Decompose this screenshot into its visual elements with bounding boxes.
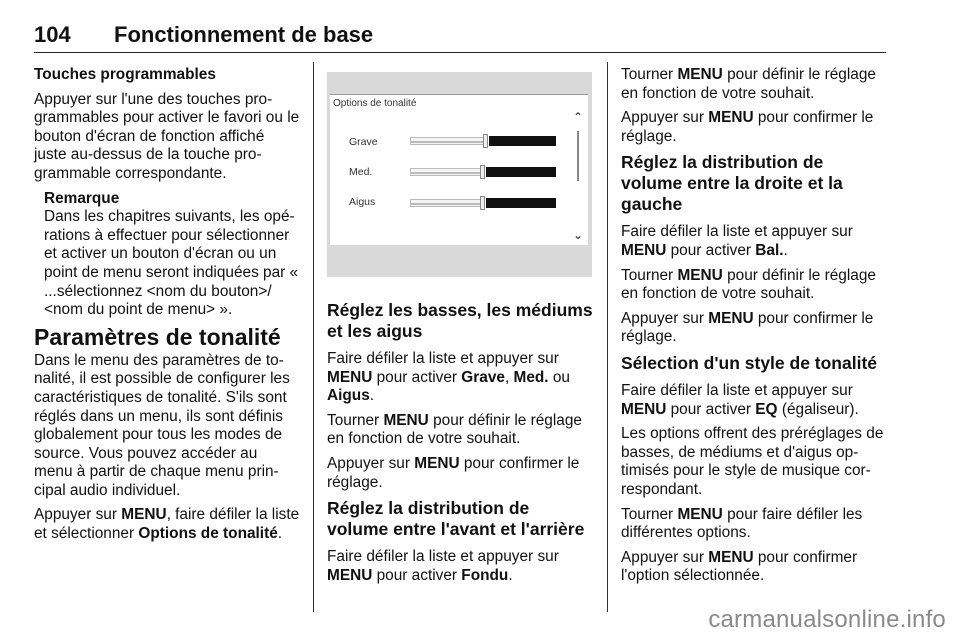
slider-aigus[interactable] bbox=[410, 198, 556, 208]
paragraph bbox=[621, 223, 889, 260]
paragraph bbox=[621, 549, 889, 586]
row-label-med: Med. bbox=[349, 166, 373, 178]
section-heading: Paramètres de tonalité bbox=[34, 323, 281, 350]
note-title: Remarque bbox=[44, 189, 120, 207]
keyword: EQ bbox=[755, 400, 778, 418]
text: pour confirmer l'option sélectionnée. bbox=[621, 548, 858, 585]
paragraph bbox=[327, 350, 595, 406]
text: Faire défiler la liste et appuyer sur bbox=[621, 223, 853, 241]
text: Tourner bbox=[621, 66, 678, 83]
text: Appuyer sur bbox=[621, 309, 709, 327]
text: pour activer bbox=[372, 368, 462, 386]
keyword: Med. bbox=[513, 368, 549, 386]
text: pour confirmer le réglage. bbox=[621, 309, 874, 346]
paragraph bbox=[327, 548, 595, 585]
text: pour confirmer le réglage. bbox=[327, 454, 580, 491]
paragraph bbox=[621, 66, 889, 103]
keyword: MENU bbox=[708, 309, 754, 327]
text: pour activer bbox=[666, 400, 756, 418]
text: , faire défiler la liste et sélectionner bbox=[34, 506, 300, 543]
keyword: MENU bbox=[383, 411, 429, 429]
scrollbar[interactable] bbox=[571, 101, 585, 241]
text: Tourner bbox=[327, 411, 384, 429]
text: Appuyer sur bbox=[34, 506, 122, 524]
text: pour définir le réglage en fonction de votre souhait. bbox=[621, 266, 876, 303]
text: . bbox=[369, 387, 375, 405]
keyword: MENU bbox=[327, 368, 373, 386]
keyword: MENU bbox=[414, 454, 460, 472]
keyword: Fondu bbox=[461, 566, 509, 584]
screen-title: Options de tonalité bbox=[333, 98, 417, 109]
section-heading: Réglez la distribution de volume entre l'avant et l'arrière bbox=[327, 498, 585, 540]
paragraph bbox=[621, 267, 889, 304]
keyword: Options de tonalité bbox=[138, 525, 278, 543]
section-heading: Réglez la distribution de volume entre la droite et la gauche bbox=[621, 152, 843, 215]
text: Appuyer sur bbox=[621, 109, 709, 127]
keyword: Grave bbox=[461, 368, 505, 386]
text: Appuyer sur bbox=[621, 548, 709, 566]
keyword: Bal. bbox=[755, 241, 784, 259]
row-label-aigus: Aigus bbox=[349, 196, 376, 208]
keyword: MENU bbox=[621, 241, 667, 259]
paragraph bbox=[327, 412, 595, 449]
column-1 bbox=[34, 66, 300, 550]
note-box bbox=[44, 190, 300, 320]
slider-grave[interactable] bbox=[410, 136, 556, 146]
keyword: MENU bbox=[708, 109, 754, 127]
text: Tourner bbox=[621, 505, 678, 523]
keyword: MENU bbox=[327, 566, 373, 584]
keyword: MENU bbox=[708, 548, 754, 566]
row-label-grave: Grave bbox=[349, 136, 378, 148]
paragraph: Les options offrent des préréglages de basses, de médiums et d'aigus op-timisés pour le style de musique cor-respondant. bbox=[621, 425, 884, 498]
column-2 bbox=[327, 294, 595, 591]
text: pour définir le réglage en fonction de votre souhait. bbox=[621, 66, 876, 102]
note-text: Dans les chapitres suivants, les opé-rations à effectuer pour sélectionner et activer un bouton d'écran ou un point de menu seront indiquées par « ...sélectionnez <nom du bouton>/ <nom du point de menu> ». bbox=[44, 208, 299, 319]
chevron-down-icon[interactable]: ⌄ bbox=[572, 228, 584, 242]
watermark: carmanualsonline.info bbox=[708, 606, 946, 633]
keyword: MENU bbox=[677, 505, 723, 523]
tone-settings-screen bbox=[327, 72, 592, 277]
text: Faire défiler la liste et appuyer sur bbox=[327, 350, 559, 367]
paragraph: Dans le menu des paramètres de to-nalité, il est possible de configurer les caractéristiques de tonalité. S'ils sont réglés dans un menu, ils sont définis globalement pour tous les modes de source. Vous pouvez accéder au menu à partir de chaque menu prin-cipal audio individuel. bbox=[34, 351, 290, 499]
section-heading: Touches programmables bbox=[34, 66, 216, 83]
paragraph bbox=[621, 109, 889, 146]
text: pour activer bbox=[666, 241, 756, 259]
text: Appuyer sur bbox=[327, 454, 415, 472]
keyword: Aigus bbox=[327, 387, 370, 405]
text: pour activer bbox=[372, 566, 462, 584]
scroll-track bbox=[577, 131, 579, 181]
chevron-up-icon[interactable]: ⌃ bbox=[572, 110, 584, 124]
paragraph bbox=[621, 310, 889, 347]
page-title: Fonctionnement de base bbox=[114, 22, 374, 47]
text: Tourner bbox=[621, 266, 678, 284]
column-divider bbox=[607, 62, 608, 612]
section-heading: Sélection d'un style de tonalité bbox=[621, 352, 878, 373]
text: . bbox=[783, 241, 788, 259]
text: pour confirmer le réglage. bbox=[621, 109, 874, 145]
text: Faire défiler la liste et appuyer sur bbox=[327, 548, 559, 566]
text: , bbox=[504, 368, 514, 386]
text: Faire défiler la liste et appuyer sur bbox=[621, 381, 853, 399]
keyword: MENU bbox=[121, 506, 167, 524]
page-header bbox=[34, 22, 886, 53]
text: . bbox=[508, 566, 513, 584]
text: ou bbox=[548, 368, 570, 386]
keyword: MENU bbox=[621, 400, 667, 418]
paragraph bbox=[34, 506, 300, 543]
paragraph bbox=[621, 382, 889, 419]
text: pour faire défiler les différentes options. bbox=[621, 505, 863, 542]
paragraph bbox=[327, 455, 595, 492]
slider-med[interactable] bbox=[410, 167, 556, 177]
keyword: MENU bbox=[677, 66, 723, 83]
paragraph: Appuyer sur l'une des touches pro-grammables pour activer le favori ou le bouton d'écran de fonction affiché juste au-dessus de la touche pro-grammable correspondante. bbox=[34, 90, 300, 182]
column-3 bbox=[621, 66, 889, 592]
page-number: 104 bbox=[34, 22, 71, 47]
text: (égaliseur). bbox=[777, 400, 859, 418]
text: . bbox=[277, 525, 283, 543]
keyword: MENU bbox=[677, 266, 723, 284]
text: pour définir le réglage en fonction de votre souhait. bbox=[327, 411, 582, 448]
column-divider bbox=[313, 62, 314, 612]
section-heading: Réglez les basses, les médiums et les aigus bbox=[327, 300, 593, 341]
paragraph bbox=[621, 506, 889, 543]
